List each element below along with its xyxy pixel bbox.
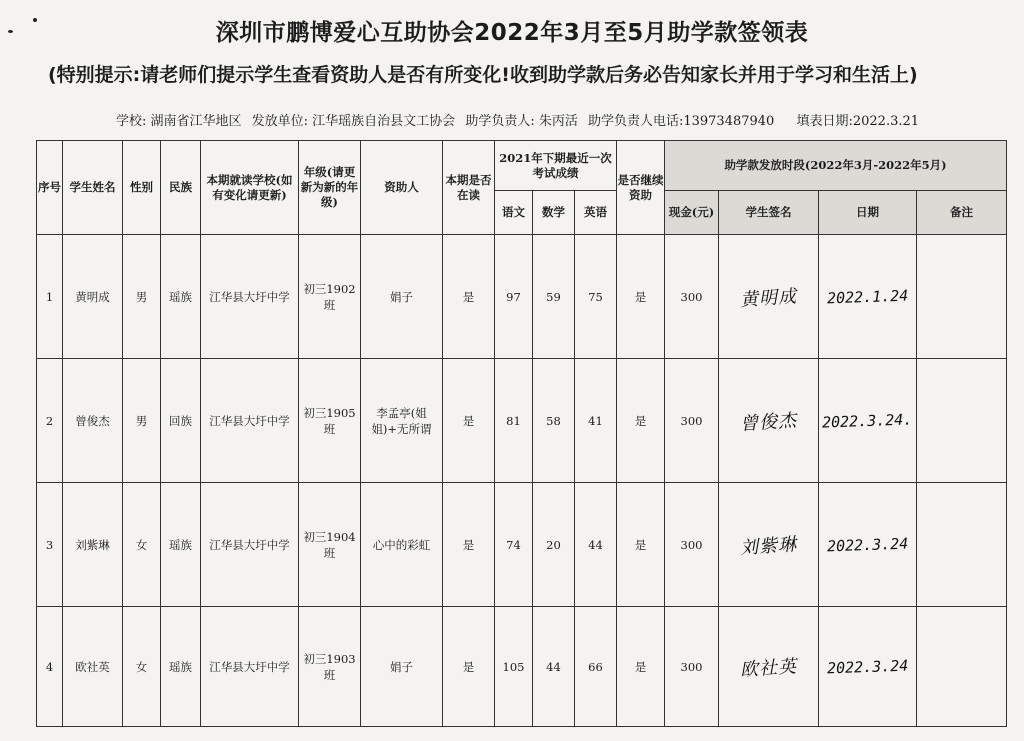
cell-enrolled: 是 xyxy=(443,359,495,483)
cell-chinese: 97 xyxy=(495,235,533,359)
cell-gender: 男 xyxy=(123,359,161,483)
cell-enrolled: 是 xyxy=(443,235,495,359)
table-row xyxy=(37,607,1007,727)
cell-grade: 初三1902班 xyxy=(299,235,361,359)
cell-remark xyxy=(917,607,1007,727)
cell-enrolled: 是 xyxy=(443,607,495,727)
cell-enrolled: 是 xyxy=(443,483,495,607)
cell-sponsor: 娟子 xyxy=(361,235,443,359)
header-math: 数学 xyxy=(533,191,575,235)
cell-school: 江华县大圩中学 xyxy=(201,359,299,483)
cell-cash: 300 xyxy=(665,607,719,727)
handwritten-signature: 刘紫琳 xyxy=(739,533,798,559)
meta-school: 学校: 湖南省江华地区 xyxy=(116,114,242,129)
meta-manager: 助学负责人: 朱丙活 xyxy=(465,114,578,129)
cell-grade: 初三1903班 xyxy=(299,607,361,727)
cell-no: 2 xyxy=(37,359,63,483)
cell-cash: 300 xyxy=(665,359,719,483)
cell-name: 黄明成 xyxy=(63,235,123,359)
cell-name: 欧社英 xyxy=(63,607,123,727)
meta-phone: 助学负责人电话:13973487940 xyxy=(587,114,775,129)
cell-signature xyxy=(719,359,819,483)
cell-english: 75 xyxy=(575,235,617,359)
cell-remark xyxy=(917,235,1007,359)
cell-date xyxy=(819,235,917,359)
cell-gender: 男 xyxy=(123,235,161,359)
handwritten-signature: 欧社英 xyxy=(739,655,798,681)
cell-no: 1 xyxy=(37,235,63,359)
cell-name: 刘紫琳 xyxy=(63,483,123,607)
table-row xyxy=(37,235,1007,359)
cell-date xyxy=(819,359,917,483)
cell-continue: 是 xyxy=(617,483,665,607)
cell-sponsor: 娟子 xyxy=(361,607,443,727)
document-title: 深圳市鹏博爱心互助协会2022年3月至5月助学款签领表 xyxy=(215,20,809,46)
header-date: 日期 xyxy=(819,191,917,235)
cell-grade: 初三1904班 xyxy=(299,483,361,607)
cell-continue: 是 xyxy=(617,607,665,727)
header-grade: 年级(请更新为新的年级) xyxy=(299,141,361,235)
handwritten-signature: 黄明成 xyxy=(739,285,798,311)
cell-gender: 女 xyxy=(123,483,161,607)
header-exam-group: 2021年下期最近一次考试成绩 xyxy=(495,141,617,191)
handwritten-date: 2022.3.24 xyxy=(826,656,909,677)
cell-cash: 300 xyxy=(665,235,719,359)
cell-english: 44 xyxy=(575,483,617,607)
header-english: 英语 xyxy=(575,191,617,235)
header-no: 序号 xyxy=(37,141,63,235)
cell-ethnicity: 回族 xyxy=(161,359,201,483)
header-remark: 备注 xyxy=(917,191,1007,235)
handwritten-date: 2022.1.24 xyxy=(826,286,909,307)
cell-continue: 是 xyxy=(617,235,665,359)
cell-signature xyxy=(719,607,819,727)
cell-gender: 女 xyxy=(123,607,161,727)
cell-ethnicity: 瑶族 xyxy=(161,483,201,607)
meta-issuer: 发放单位: 江华瑶族自治县文工协会 xyxy=(251,114,456,129)
header-school: 本期就读学校(如有变化请更新) xyxy=(201,141,299,235)
cell-ethnicity: 瑶族 xyxy=(161,235,201,359)
cell-school: 江华县大圩中学 xyxy=(201,483,299,607)
cell-date xyxy=(819,607,917,727)
cell-sponsor: 李孟亭(姐姐)+无所谓 xyxy=(361,359,443,483)
cell-remark xyxy=(917,483,1007,607)
table-row xyxy=(37,359,1007,483)
handwritten-date: 2022.3.24. xyxy=(822,409,913,432)
cell-school: 江华县大圩中学 xyxy=(201,235,299,359)
cell-math: 58 xyxy=(533,359,575,483)
header-signature: 学生签名 xyxy=(719,191,819,235)
cell-math: 44 xyxy=(533,607,575,727)
header-chinese: 语文 xyxy=(495,191,533,235)
cell-ethnicity: 瑶族 xyxy=(161,607,201,727)
cell-signature xyxy=(719,483,819,607)
header-ethnicity: 民族 xyxy=(161,141,201,235)
cell-school: 江华县大圩中学 xyxy=(201,607,299,727)
cell-no: 4 xyxy=(37,607,63,727)
cell-math: 20 xyxy=(533,483,575,607)
cell-name: 曾俊杰 xyxy=(63,359,123,483)
header-cash: 现金(元) xyxy=(665,191,719,235)
cell-math: 59 xyxy=(533,235,575,359)
table-row xyxy=(37,483,1007,607)
grant-signoff-table xyxy=(36,140,1007,727)
header-name: 学生姓名 xyxy=(63,141,123,235)
header-gender: 性别 xyxy=(123,141,161,235)
cell-sponsor: 心中的彩虹 xyxy=(361,483,443,607)
cell-chinese: 74 xyxy=(495,483,533,607)
header-enrolled: 本期是否在读 xyxy=(443,141,495,235)
handwritten-date: 2022.3.24 xyxy=(826,534,909,555)
cell-cash: 300 xyxy=(665,483,719,607)
cell-signature xyxy=(719,235,819,359)
cell-chinese: 105 xyxy=(495,607,533,727)
cell-grade: 初三1905班 xyxy=(299,359,361,483)
cell-date xyxy=(819,483,917,607)
meta-fill-date: 填表日期:2022.3.21 xyxy=(796,114,920,129)
cell-remark xyxy=(917,359,1007,483)
cell-english: 41 xyxy=(575,359,617,483)
notice-text: (特别提示:请老师们提示学生查看资助人是否有所变化!收到助学款后务必告知家长并用于学习和生活上) xyxy=(48,64,918,86)
cell-chinese: 81 xyxy=(495,359,533,483)
cell-english: 66 xyxy=(575,607,617,727)
header-continue: 是否继续资助 xyxy=(617,141,665,235)
cell-no: 3 xyxy=(37,483,63,607)
meta-line xyxy=(116,110,925,129)
handwritten-signature: 曾俊杰 xyxy=(739,409,798,435)
cell-continue: 是 xyxy=(617,359,665,483)
header-period-group: 助学款发放时段(2022年3月-2022年5月) xyxy=(665,141,1007,191)
header-sponsor: 资助人 xyxy=(361,141,443,235)
